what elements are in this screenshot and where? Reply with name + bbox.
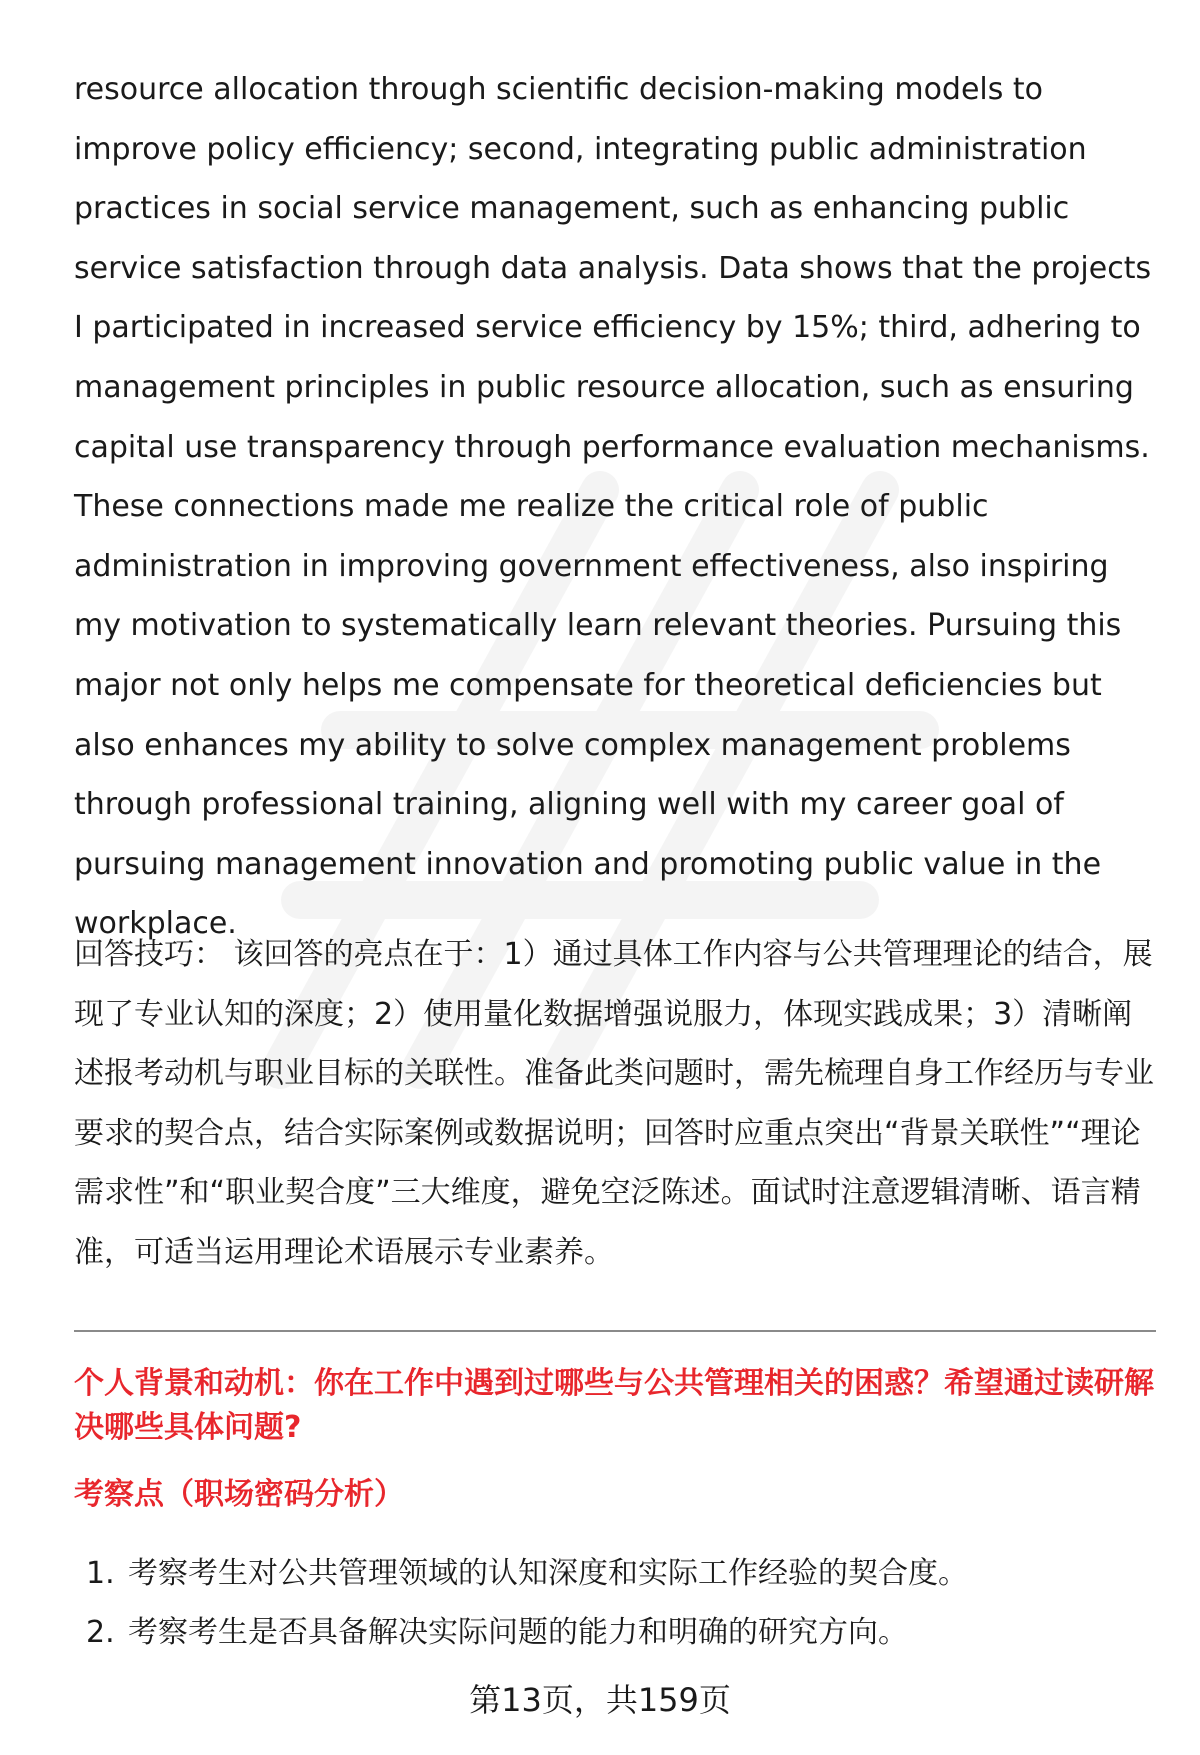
assessment-points-heading: 考察点（职场密码分析）: [74, 1477, 404, 1512]
list-item-text: 考察考生是否具备解决实际问题的能力和明确的研究方向。: [128, 1615, 908, 1650]
list-item: [74, 1552, 1156, 1611]
assessment-points-list: [74, 1552, 1156, 1670]
page-number-footer: 第13页，共159页: [469, 1681, 731, 1719]
tips-text: 该回答的亮点在于：1）通过具体工作内容与公共管理理论的结合，展现了专业认知的深度；2）使用量化数据增强说服力，体现实践成果；3）清晰阐述报考动机与职业目标的关联性。准备此类问题时，需先梳理自身工作经历与专业要求的契合点，结合实际案例或数据说明；回答时应重点突出“背景关联性”“理论需求性”和“职业契合度”三大维度，避免空泛陈述。面试时注意逻辑清晰、语言精准，可适当运用理论术语展示专业素养。: [74, 937, 1154, 1270]
list-item-number: 1.: [86, 1556, 115, 1591]
section-divider: [74, 1330, 1156, 1332]
list-item: [74, 1611, 1156, 1670]
tips-label: 回答技巧：: [74, 937, 224, 972]
question-heading: 个人背景和动机：你在工作中遇到过哪些与公共管理相关的困惑？希望通过读研解决哪些具体问题?: [74, 1366, 1154, 1445]
list-item-text: 考察考生对公共管理领域的认知深度和实际工作经验的契合度。: [128, 1556, 968, 1591]
list-item-number: 2.: [86, 1615, 115, 1650]
answer-paragraph: resource allocation through scientific decision-making models to improve policy efficiency; second, integrating public administration practices in social service management, such as enhancing public service satisfaction through data analysis. Data shows that the projects I participated in increased service efficiency by 15%; third, adhering to management principles in public resource allocation, such as ensuring capital use transparency through performance evaluation mechanisms. These connections made me realize the critical role of public administration in improving government effectiveness, also inspiring my motivation to systematically learn relevant theories. Pursuing this major not only helps me compensate for theoretical deficiencies but also enhances my ability to solve complex management problems through professional training, aligning well with my career goal of pursuing management innovation and promoting public value in the workplace.: [74, 72, 1152, 942]
tips-paragraph: [74, 925, 1160, 1283]
